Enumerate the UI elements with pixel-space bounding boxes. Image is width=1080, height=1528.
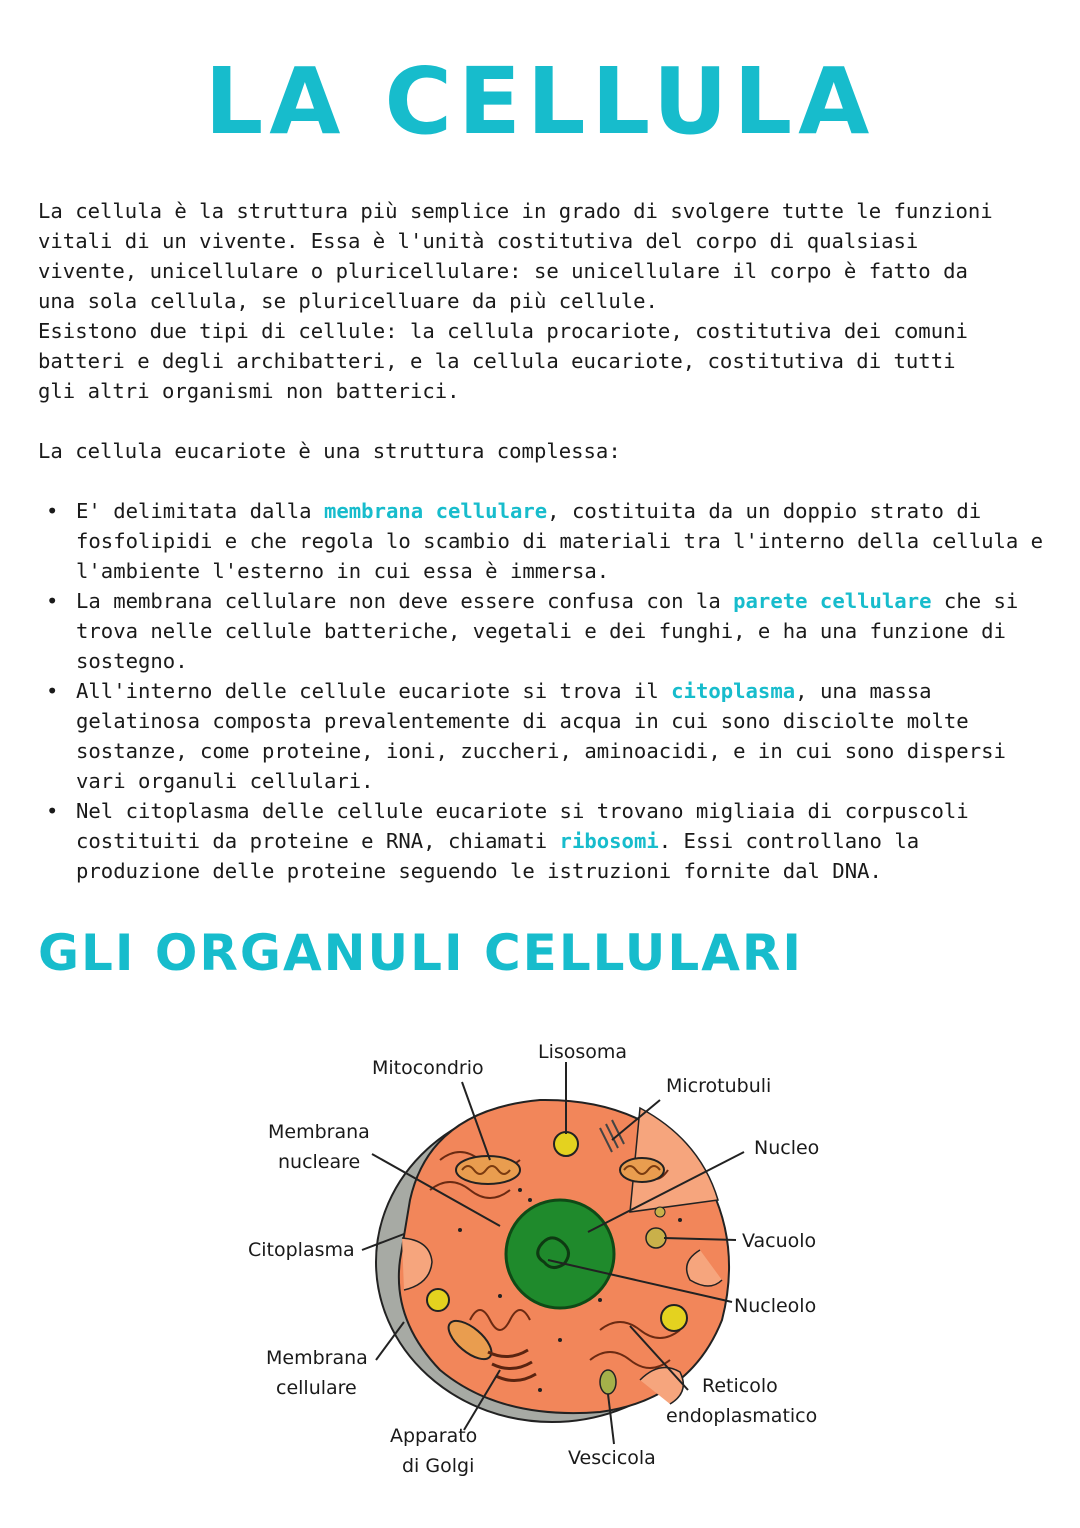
vacuole-illustration xyxy=(646,1228,666,1248)
label-reticolo-2: endoplasmatico xyxy=(666,1405,818,1427)
term-ribosomi: ribosomi xyxy=(559,829,659,853)
label-membrana-cellulare-1: Membrana xyxy=(266,1347,368,1369)
mitochondrion-illustration xyxy=(456,1156,520,1184)
label-vacuolo: Vacuolo xyxy=(742,1230,817,1252)
term-citoplasma: citoplasma xyxy=(671,679,796,703)
list-item: • All'interno delle cellule eucariote si trova il citoplasma, una massa gelatinosa composta prevalentemente di acqua in cui sono disciolte molte sostanze, come proteine, ioni, zuccheri, aminoacidi, e in cui sono dispersi vari organuli cellulari. xyxy=(38,676,1048,796)
list-item: • E' delimitata dalla membrana cellulare, costituita da un doppio strato di fosfolipidi e che regola lo scambio di materiali tra l'interno della cellula e l'ambiente l'esterno in cui essa è immersa. xyxy=(38,496,1048,586)
page-title: LA CELLULA xyxy=(204,48,876,155)
label-citoplasma: Citoplasma xyxy=(248,1239,355,1261)
term-parete-cellulare: parete cellulare xyxy=(733,589,932,613)
label-lisosoma: Lisosoma xyxy=(538,1041,628,1063)
label-nucleolo: Nucleolo xyxy=(734,1295,817,1317)
list-item: • Nel citoplasma delle cellule eucariote si trovano migliaia di corpuscoli costituiti da proteine e RNA, chiamati ribosomi. Essi controllano la produzione delle proteine seguendo le istruzioni fornite dal DNA. xyxy=(38,796,1048,886)
label-membrana-nucleare-1: Membrana xyxy=(268,1121,370,1143)
vesicle-illustration xyxy=(600,1370,616,1394)
label-nucleo: Nucleo xyxy=(754,1137,820,1159)
label-vescicola: Vescicola xyxy=(568,1447,656,1469)
label-golgi-2: di Golgi xyxy=(402,1455,475,1477)
nucleus-illustration xyxy=(506,1200,614,1308)
intro-paragraph: La cellula è la struttura più semplice in grado di svolgere tutte le funzioni vitali di un vivente. Essa è l'unità costitutiva del corpo di qualsiasi vivente, unicellulare o pluricellulare: se unicellulare il corpo è fatto da una sola cellula, se pluricelluare da più cellule. Esistono due tipi di cellule: la cellula procariote, costitutiva dei comuni batteri e degli archibatteri, e la cellula eucariote, costitutiva di tutti gli altri organismi non batterici. xyxy=(38,199,993,403)
label-golgi-1: Apparato xyxy=(390,1425,478,1447)
label-membrana-nucleare-2: nucleare xyxy=(278,1151,361,1173)
label-membrana-cellulare-2: cellulare xyxy=(276,1377,357,1399)
term-membrana-cellulare: membrana cellulare xyxy=(323,499,548,523)
list-item: • La membrana cellulare non deve essere confusa con la parete cellulare che si trova nelle cellule batteriche, vegetali e dei funghi, e ha una funzione di sostegno. xyxy=(38,586,1048,676)
section-title: GLI ORGANULI CELLULARI xyxy=(38,924,804,982)
label-mitocondrio: Mitocondrio xyxy=(372,1057,484,1079)
intro-eukaryote: La cellula eucariote è una struttura complessa: xyxy=(38,439,621,463)
label-reticolo-1: Reticolo xyxy=(702,1375,778,1397)
label-microtubuli: Microtubuli xyxy=(666,1075,772,1097)
lysosome-illustration xyxy=(554,1132,578,1156)
